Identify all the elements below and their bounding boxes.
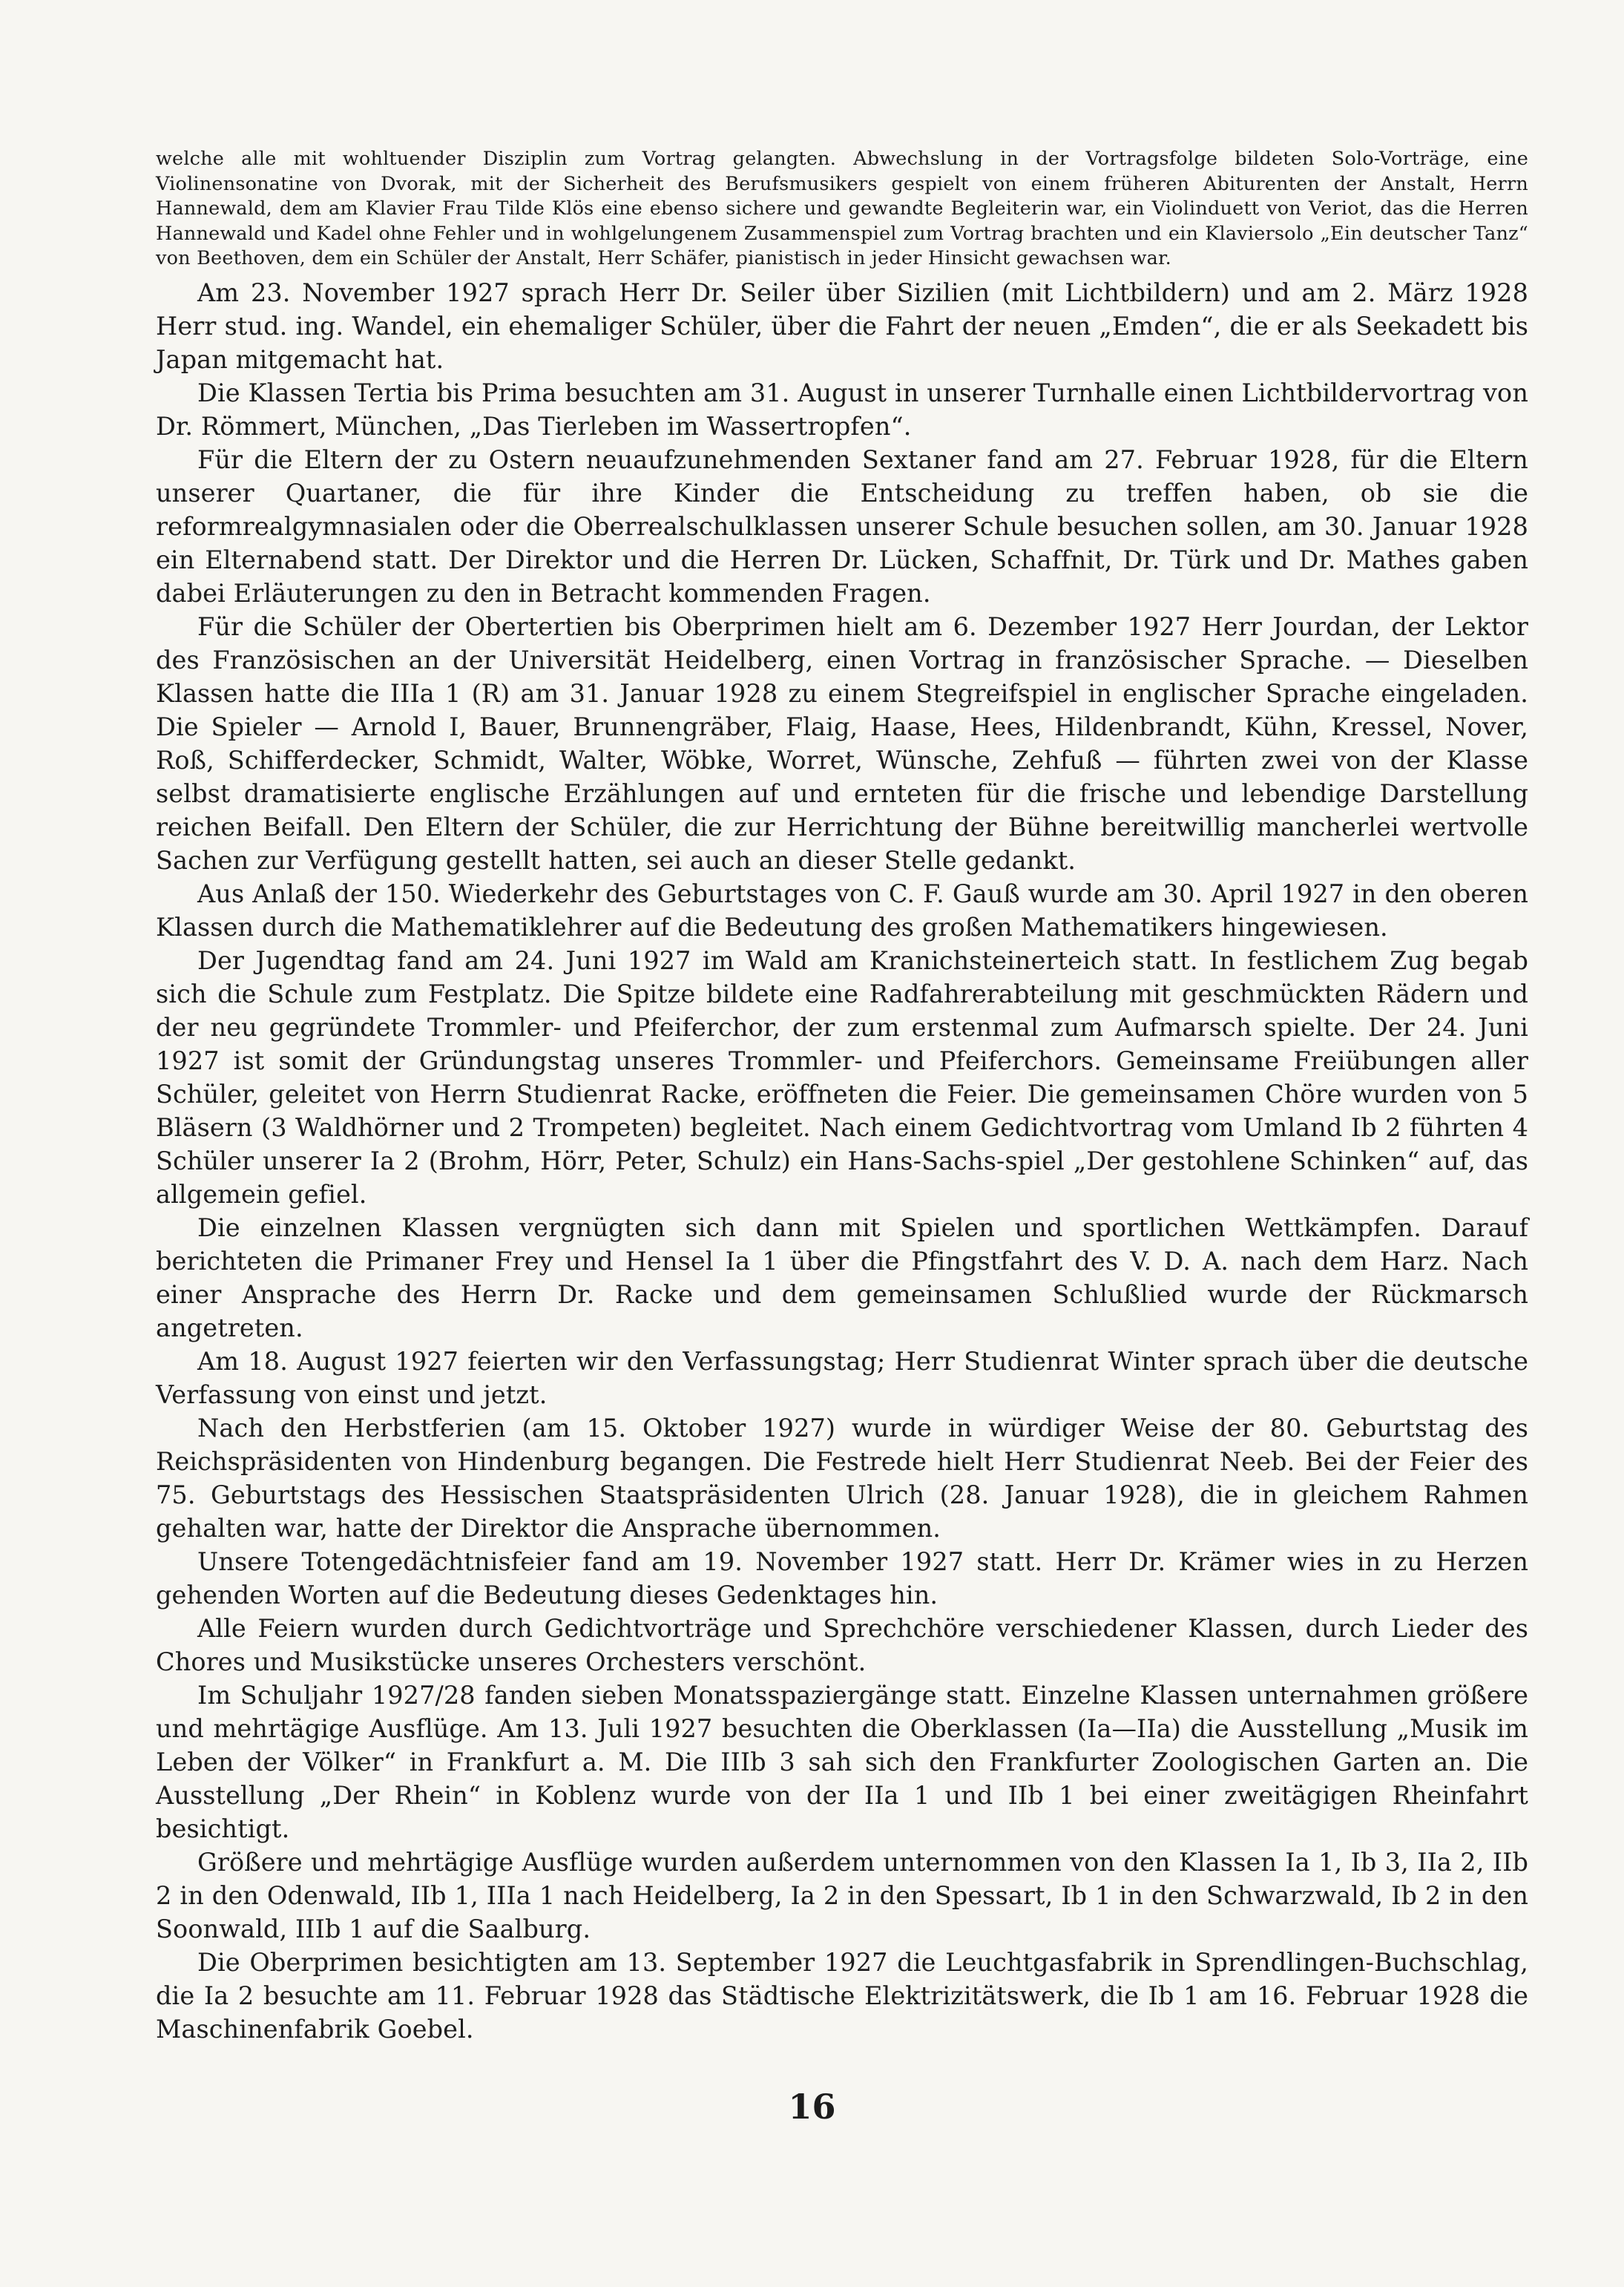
page-number: 16 xyxy=(788,2087,836,2127)
paragraph-parents-evening: Für die Eltern der zu Ostern neuaufzunehmenden Sextaner fand am 27. Februar 1928, für die Eltern unserer Quartaner, die für ihre Kinder die Entscheidung zu treffen haben, ob sie die reformrealgymnasialen oder die Oberrealschulklassen unserer Schule besuchen sollen, am 30. Januar 1928 ein Elternabend statt. Der Direktor und die Herren Dr. Lücken, Schaffnit, Dr. Türk und Dr. Mathes gaben dabei Erläuterungen zu den in Betracht kommenden Fragen. xyxy=(156,444,1528,608)
paragraph-excursions: Größere und mehrtägige Ausflüge wurden außerdem unternommen von den Klassen Ia 1, Ib 3, IIa 2, IIb 2 in den Odenwald, IIb 1, IIIa 1 nach Heidelberg, Ia 2 in den Spessart, Ib 1 in den Schwarzwald, Ib 2 in den Soonwald, IIIb 1 auf die Saalburg. xyxy=(156,1847,1528,1943)
paragraph-slide-lecture: Die Klassen Tertia bis Prima besuchten am 31. August in unserer Turnhalle einen Lichtbildervortrag von Dr. Römmert, München, „Das Tierleben im Wassertropfen“. xyxy=(156,378,1528,441)
paragraph-games: Die einzelnen Klassen vergnügten sich dann mit Spielen und sportlichen Wettkämpfen. Darauf berichteten die Primaner Frey und Hensel Ia 1 über die Pfingstfahrt des V. D. A. nach dem Harz. Nach einer Ansprache des Herrn Dr. Racke und dem gemeinsamen Schlußlied wurde der Rückmarsch angetreten. xyxy=(156,1213,1528,1342)
paragraph-lectures: Am 23. November 1927 sprach Herr Dr. Seiler über Sizilien (mit Lichtbildern) und am 2. März 1928 Herr stud. ing. Wandel, ein ehemaliger Schüler, über die Fahrt der neuen „Emden“, die er als Seekadett bis Japan mitgemacht hat. xyxy=(156,278,1528,374)
paragraph-youth-day: Der Jugendtag fand am 24. Juni 1927 im Wald am Kranichsteinerteich statt. In festlichem Zug begab sich die Schule zum Festplatz. Die Spitze bildete eine Radfahrerabteilung mit geschmückten Rädern und der neu gegründete Trommler- und Pfeiferchor, der zum erstenmal zum Aufmarsch spielte. Der 24. Juni 1927 ist somit der Gründungstag unseres Trommler- und Pfeiferchors. Gemeinsame Freiübungen aller Schüler, geleitet von Herrn Studienrat Racke, eröffneten die Feier. Die gemeinsamen Chöre wurden von 5 Bläsern (3 Waldhörner und 2 Trompeten) begleitet. Nach einem Gedichtvortrag vom Umland Ib 2 führten 4 Schüler unserer Ia 2 (Brohm, Hörr, Peter, Schulz) ein Hans-Sachs-spiel „Der gestohlene Schinken“ auf, das allgemein gefiel. xyxy=(156,945,1528,1209)
document-page xyxy=(156,147,1528,2046)
paragraph-memorial: Unsere Totengedächtnisfeier fand am 19. November 1927 statt. Herr Dr. Krämer wies in zu Herzen gehenden Worten auf die Bedeutung dieses Gedenktages hin. xyxy=(156,1546,1528,1610)
paragraph-walks: Im Schuljahr 1927/28 fanden sieben Monatsspaziergänge statt. Einzelne Klassen unternahmen größere und mehrtägige Ausflüge. Am 13. Juli 1927 besuchten die Oberklassen (Ia—IIa) die Ausstellung „Musik im Leben der Völker“ in Frankfurt a. M. Die IIIb 3 sah sich den Frankfurter Zoologischen Garten an. Die Ausstellung „Der Rhein“ in Koblenz wurde von der IIa 1 und IIb 1 bei einer zweitägigen Rheinfahrt besichtigt. xyxy=(156,1680,1528,1843)
paragraph-hindenburg: Nach den Herbstferien (am 15. Oktober 1927) wurde in würdiger Weise der 80. Geburtstag des Reichspräsidenten von Hindenburg begangen. Die Festrede hielt Herr Studienrat Neeb. Bei der Feier des 75. Geburtstags des Hessischen Staatspräsidenten Ulrich (28. Januar 1928), die in gleichem Rahmen gehalten war, hatte der Direktor die Ansprache übernommen. xyxy=(156,1413,1528,1543)
paragraph-constitution-day: Am 18. August 1927 feierten wir den Verfassungstag; Herr Studienrat Winter sprach über die deutsche Verfassung von einst und jetzt. xyxy=(156,1346,1528,1409)
paragraph-celebrations: Alle Feiern wurden durch Gedichtvorträge und Sprechchöre verschiedener Klassen, durch Lieder des Chores und Musikstücke unseres Orchesters verschönt. xyxy=(156,1613,1528,1676)
small-print-section xyxy=(156,147,1528,272)
paragraph-gauss: Aus Anlaß der 150. Wiederkehr des Geburtstages von C. F. Gauß wurde am 30. April 1927 in den oberen Klassen durch die Mathematiklehrer auf die Bedeutung des großen Mathematikers hingewiesen. xyxy=(156,879,1528,942)
paragraph-french-english: Für die Schüler der Obertertien bis Oberprimen hielt am 6. Dezember 1927 Herr Jourdan, der Lektor des Französischen an der Universität Heidelberg, einen Vortrag in französischer Sprache. — Dieselben Klassen hatte die IIIa 1 (R) am 31. Januar 1928 zu einem Stegreifspiel in englischer Sprache eingeladen. Die Spieler — Arnold I, Bauer, Brunnengräber, Flaig, Haase, Hees, Hildenbrandt, Kühn, Kressel, Nover, Roß, Schifferdecker, Schmidt, Walter, Wöbke, Worret, Wünsche, Zehfuß — führten zwei von der Klasse selbst dramatisierte englische Erzählungen auf und ernteten für die frische und lebendige Darstellung reichen Beifall. Den Eltern der Schüler, die zur Herrichtung der Bühne bereitwillig mancherlei wertvolle Sachen zur Verfügung gestellt hatten, sei auch an dieser Stelle gedankt. xyxy=(156,611,1528,875)
small-paragraph: welche alle mit wohltuender Disziplin zum Vortrag gelangten. Abwechslung in der Vortragsfolge bildeten Solo-Vorträge, eine Violinensonatine von Dvorak, mit der Sicherheit des Berufsmusikers gespielt von einem früheren Abiturenten der Anstalt, Herrn Hannewald, dem am Klavier Frau Tilde Klös eine ebenso sichere und gewandte Begleiterin war, ein Violinduett von Veriot, das die Herren Hannewald und Kadel ohne Fehler und in wohlgelungenem Zusammenspiel zum Vortrag brachten und ein Klaviersolo „Ein deutscher Tanz“ von Beethoven, dem ein Schüler der Anstalt, Herr Schäfer, pianistisch in jeder Hinsicht gewachsen war. xyxy=(156,148,1528,270)
main-text-section xyxy=(156,276,1528,2046)
paragraph-factory-visits: Die Oberprimen besichtigten am 13. September 1927 die Leuchtgasfabrik in Sprendlingen-Buchschlag, die Ia 2 besuchte am 11. Februar 1928 das Städtische Elektrizitätswerk, die Ib 1 am 16. Februar 1928 die Maschinenfabrik Goebel. xyxy=(156,1947,1528,2044)
